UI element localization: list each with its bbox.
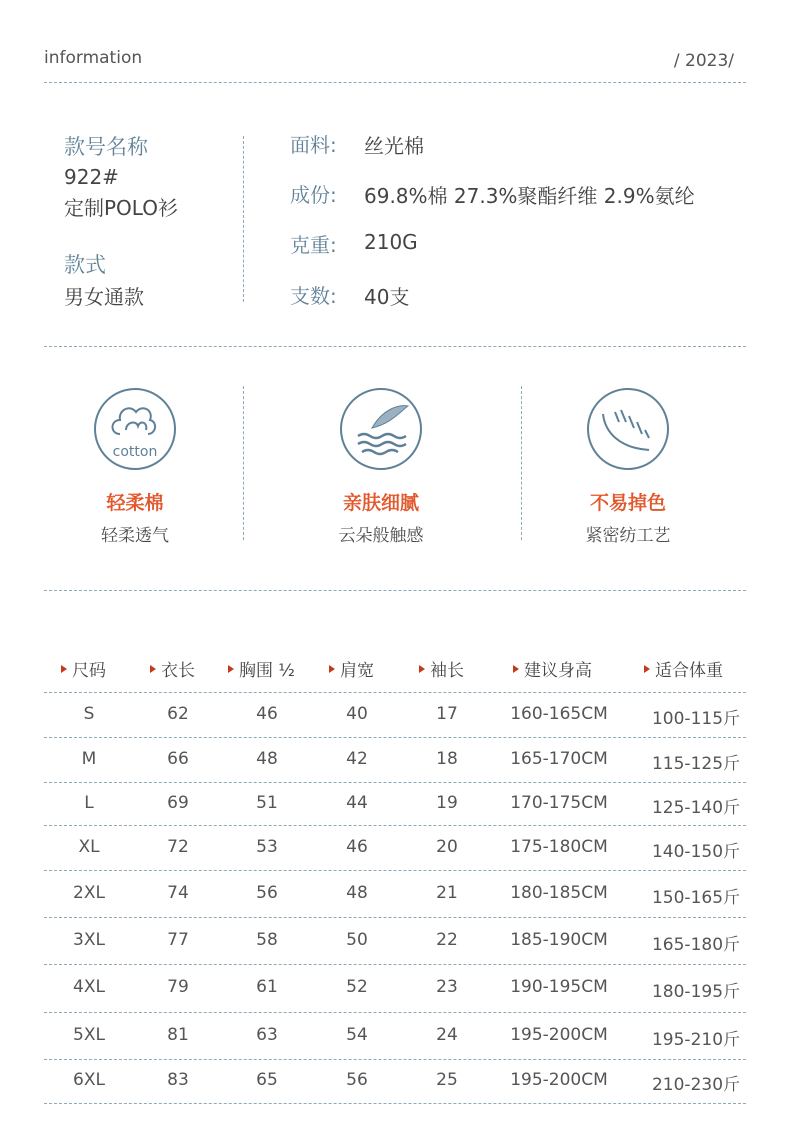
spec-value-fabric: 丝光棉 bbox=[364, 134, 424, 158]
table-cell: 170-175CM bbox=[510, 792, 608, 813]
size-table-header: 肩宽 bbox=[329, 656, 374, 681]
table-cell: 160-165CM bbox=[510, 703, 608, 724]
table-cell: 180-185CM bbox=[510, 882, 608, 903]
spec-label-composition: 成份: bbox=[290, 183, 337, 207]
arrow-icon bbox=[150, 665, 156, 673]
table-cell: 48 bbox=[346, 882, 368, 903]
feature-soft-cotton bbox=[50, 388, 220, 546]
product-name: 定制POLO衫 bbox=[64, 196, 178, 220]
table-cell: 48 bbox=[256, 748, 278, 769]
table-cell: L bbox=[84, 792, 94, 813]
table-cell: 23 bbox=[436, 977, 458, 997]
header-title: information bbox=[44, 48, 143, 68]
table-cell: 150-165斤 bbox=[651, 887, 741, 908]
table-cell: 21 bbox=[436, 882, 458, 903]
table-cell: 69 bbox=[167, 792, 189, 813]
table-cell: 22 bbox=[436, 929, 458, 950]
arrow-icon bbox=[513, 665, 519, 673]
header-year: / 2023/ bbox=[673, 51, 734, 71]
table-cell: 46 bbox=[256, 703, 278, 724]
table-cell: 185-190CM bbox=[510, 929, 608, 950]
feature-skin-friendly bbox=[296, 388, 466, 546]
divider bbox=[44, 82, 746, 83]
table-cell: 77 bbox=[167, 929, 189, 950]
table-cell: 20 bbox=[436, 836, 458, 857]
table-cell: 4XL bbox=[73, 977, 105, 997]
table-cell: 2XL bbox=[73, 882, 105, 903]
table-cell: 52 bbox=[346, 977, 368, 997]
table-cell: 44 bbox=[346, 792, 368, 813]
spec-value-yarn-count: 40支 bbox=[364, 285, 410, 309]
table-cell: 74 bbox=[167, 882, 189, 903]
table-cell: 62 bbox=[167, 703, 189, 724]
row-divider bbox=[44, 782, 746, 783]
feature-subtitle: 紧密纺工艺 bbox=[585, 526, 671, 546]
row-divider bbox=[44, 964, 746, 965]
table-cell: 125-140斤 bbox=[651, 797, 741, 818]
spec-value-weight: 210G bbox=[364, 230, 418, 254]
table-cell: 81 bbox=[167, 1024, 189, 1045]
table-cell: 79 bbox=[167, 977, 189, 997]
size-table-header: 尺码 bbox=[61, 656, 106, 681]
table-cell: 66 bbox=[167, 748, 189, 769]
table-cell: 72 bbox=[167, 836, 189, 857]
style-label: 款式 bbox=[64, 253, 106, 277]
size-table-header: 建议身高 bbox=[513, 656, 592, 681]
table-cell: 19 bbox=[436, 792, 458, 813]
table-cell: 18 bbox=[436, 748, 458, 769]
table-cell: 54 bbox=[346, 1024, 368, 1045]
arrow-icon bbox=[419, 665, 425, 673]
table-cell: 210-230斤 bbox=[651, 1075, 741, 1095]
arrow-icon bbox=[61, 665, 67, 673]
style-number-label: 款号名称 bbox=[64, 135, 148, 159]
table-cell: 61 bbox=[256, 977, 278, 997]
table-cell: 100-115斤 bbox=[651, 708, 741, 729]
table-cell: 42 bbox=[346, 748, 368, 769]
table-cell: 58 bbox=[256, 929, 278, 950]
table-cell: 180-195斤 bbox=[651, 982, 741, 1002]
table-cell: 46 bbox=[346, 836, 368, 857]
row-divider bbox=[44, 1103, 746, 1104]
table-cell: 56 bbox=[256, 882, 278, 903]
table-cell: 5XL bbox=[73, 1024, 105, 1045]
table-cell: 115-125斤 bbox=[651, 753, 741, 774]
spec-value-composition: 69.8%棉 27.3%聚酯纤维 2.9%氨纶 bbox=[364, 184, 695, 208]
spec-label-weight: 克重: bbox=[290, 233, 337, 257]
divider bbox=[44, 590, 746, 591]
row-divider bbox=[44, 870, 746, 871]
style-value: 男女通款 bbox=[64, 285, 144, 309]
table-cell: 53 bbox=[256, 836, 278, 857]
arrow-icon bbox=[228, 665, 234, 673]
size-table-header: 适合体重 bbox=[644, 656, 723, 681]
table-cell: 63 bbox=[256, 1024, 278, 1045]
row-divider bbox=[44, 917, 746, 918]
row-divider bbox=[44, 737, 746, 738]
feature-subtitle: 云朵般触感 bbox=[338, 526, 424, 546]
table-cell: 3XL bbox=[73, 929, 105, 950]
feather-icon bbox=[340, 388, 422, 470]
table-cell: 51 bbox=[256, 792, 278, 813]
table-cell: 24 bbox=[436, 1024, 458, 1045]
table-cell: 165-180斤 bbox=[651, 934, 741, 955]
table-cell: 40 bbox=[346, 703, 368, 724]
style-number: 922# bbox=[64, 165, 119, 189]
spec-label-yarn-count: 支数: bbox=[290, 284, 337, 308]
table-cell: 195-200CM bbox=[510, 1024, 608, 1045]
table-cell: 25 bbox=[436, 1070, 458, 1090]
table-cell: 195-200CM bbox=[510, 1070, 608, 1090]
table-cell: M bbox=[81, 748, 97, 769]
table-cell: 165-170CM bbox=[510, 748, 608, 769]
row-divider bbox=[44, 692, 746, 693]
table-cell: 175-180CM bbox=[510, 836, 608, 857]
table-cell: 56 bbox=[346, 1070, 368, 1090]
table-cell: XL bbox=[78, 836, 100, 857]
size-table-header: 胸围 ½ bbox=[228, 656, 295, 681]
row-divider bbox=[44, 825, 746, 826]
table-cell: 65 bbox=[256, 1070, 278, 1090]
table-cell: 50 bbox=[346, 929, 368, 950]
divider-vertical bbox=[243, 136, 244, 302]
size-table-header: 衣长 bbox=[150, 656, 195, 681]
feature-colorfast bbox=[543, 388, 713, 546]
divider bbox=[44, 346, 746, 347]
feature-title: 亲肤细腻 bbox=[342, 492, 419, 514]
table-cell: 17 bbox=[436, 703, 458, 724]
arrow-icon bbox=[644, 665, 650, 673]
row-divider bbox=[44, 1059, 746, 1060]
feature-subtitle: 轻柔透气 bbox=[101, 526, 169, 546]
spec-label-fabric: 面料: bbox=[290, 133, 337, 157]
table-cell: 83 bbox=[167, 1070, 189, 1090]
feature-title: 不易掉色 bbox=[589, 492, 666, 514]
divider-vertical bbox=[521, 386, 522, 540]
divider-vertical bbox=[243, 386, 244, 540]
table-cell: 140-150斤 bbox=[651, 841, 741, 862]
arrow-icon bbox=[329, 665, 335, 673]
table-cell: 6XL bbox=[73, 1070, 105, 1090]
fabric-icon bbox=[587, 388, 669, 470]
cotton-icon-label: cotton bbox=[112, 444, 158, 460]
table-cell: 190-195CM bbox=[510, 977, 608, 997]
cotton-icon bbox=[94, 388, 176, 470]
row-divider bbox=[44, 1012, 746, 1013]
feature-title: 轻柔棉 bbox=[106, 492, 164, 514]
size-table-header: 袖长 bbox=[419, 656, 464, 681]
table-cell: 195-210斤 bbox=[651, 1029, 741, 1050]
table-cell: S bbox=[83, 703, 95, 724]
